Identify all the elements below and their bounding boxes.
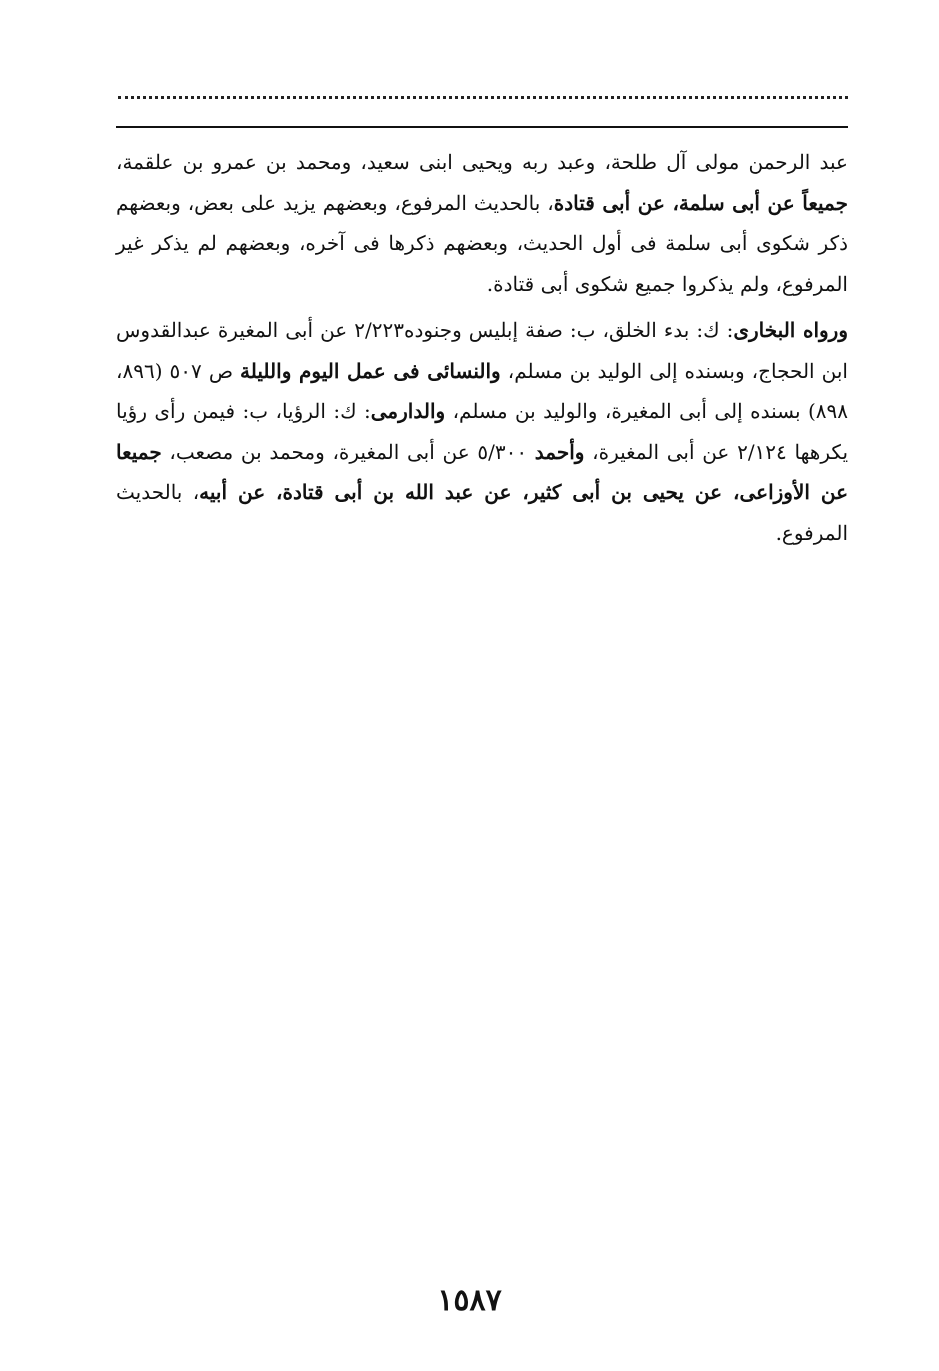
text-run: : ك: الرؤيا، ب: فيمن رأى رؤيا يكرهها ٢/١٢٤ عن أبى المغيرة، xyxy=(116,399,849,464)
text-run: ، بالحديث المرفوع. xyxy=(116,480,848,545)
footnote-paragraph-1 xyxy=(116,142,848,304)
bold-text-run: ورواه البخارى xyxy=(733,318,848,342)
page-number: ١٥٨٧ xyxy=(437,1283,502,1318)
bold-text-run: والنسائى فى عمل اليوم والليلة xyxy=(240,358,501,383)
footnote-text xyxy=(116,142,848,553)
text-run: ٥/٣٠٠ عن أبى المغيرة، ومحمد بن مصعب، xyxy=(161,439,535,464)
bold-text-run: وأحمد xyxy=(534,439,585,464)
bold-text-run: جميعا عن الأوزاعى، عن يحيى بن أبى كثير، عن عبد الله بن أبى قتادة، عن أبيه xyxy=(116,439,849,504)
footnote-paragraph-2 xyxy=(116,310,848,553)
text-run: ص ٥٠٧ (٨٩٦، ٨٩٨) بسنده إلى أبى المغيرة، والوليد بن مسلم، xyxy=(116,358,849,423)
bold-text-run: والدارمى xyxy=(370,399,446,423)
text-run: ، بالحديث المرفوع، وبعضهم يزيد على بعض، وبعضهم ذكر شكوى أبى سلمة فى أول الحديث، وبعضهم ذكرها فى آخره، وبعضهم لم يذكر غير المرفوع، ولم يذكروا جميع شكوى أبى قتادة. xyxy=(116,190,848,296)
bold-text-run: جميعاً عن أبى سلمة، عن أبى قتادة xyxy=(553,190,848,215)
text-run: : ك: بدء الخلق، ب: صفة إبليس وجنوده٢/٢٢٣ عن أبى المغيرة عبدالقدوس ابن الحجاج، وبسنده إلى الوليد بن مسلم، xyxy=(116,318,848,383)
text-run: عبد الرحمن مولى آل طلحة، وعبد ربه ويحيى ابنى سعيد، ومحمد بن عمرو بن علقمة، xyxy=(116,150,848,174)
dotted-separator xyxy=(118,96,848,99)
footnote-rule xyxy=(116,126,848,128)
